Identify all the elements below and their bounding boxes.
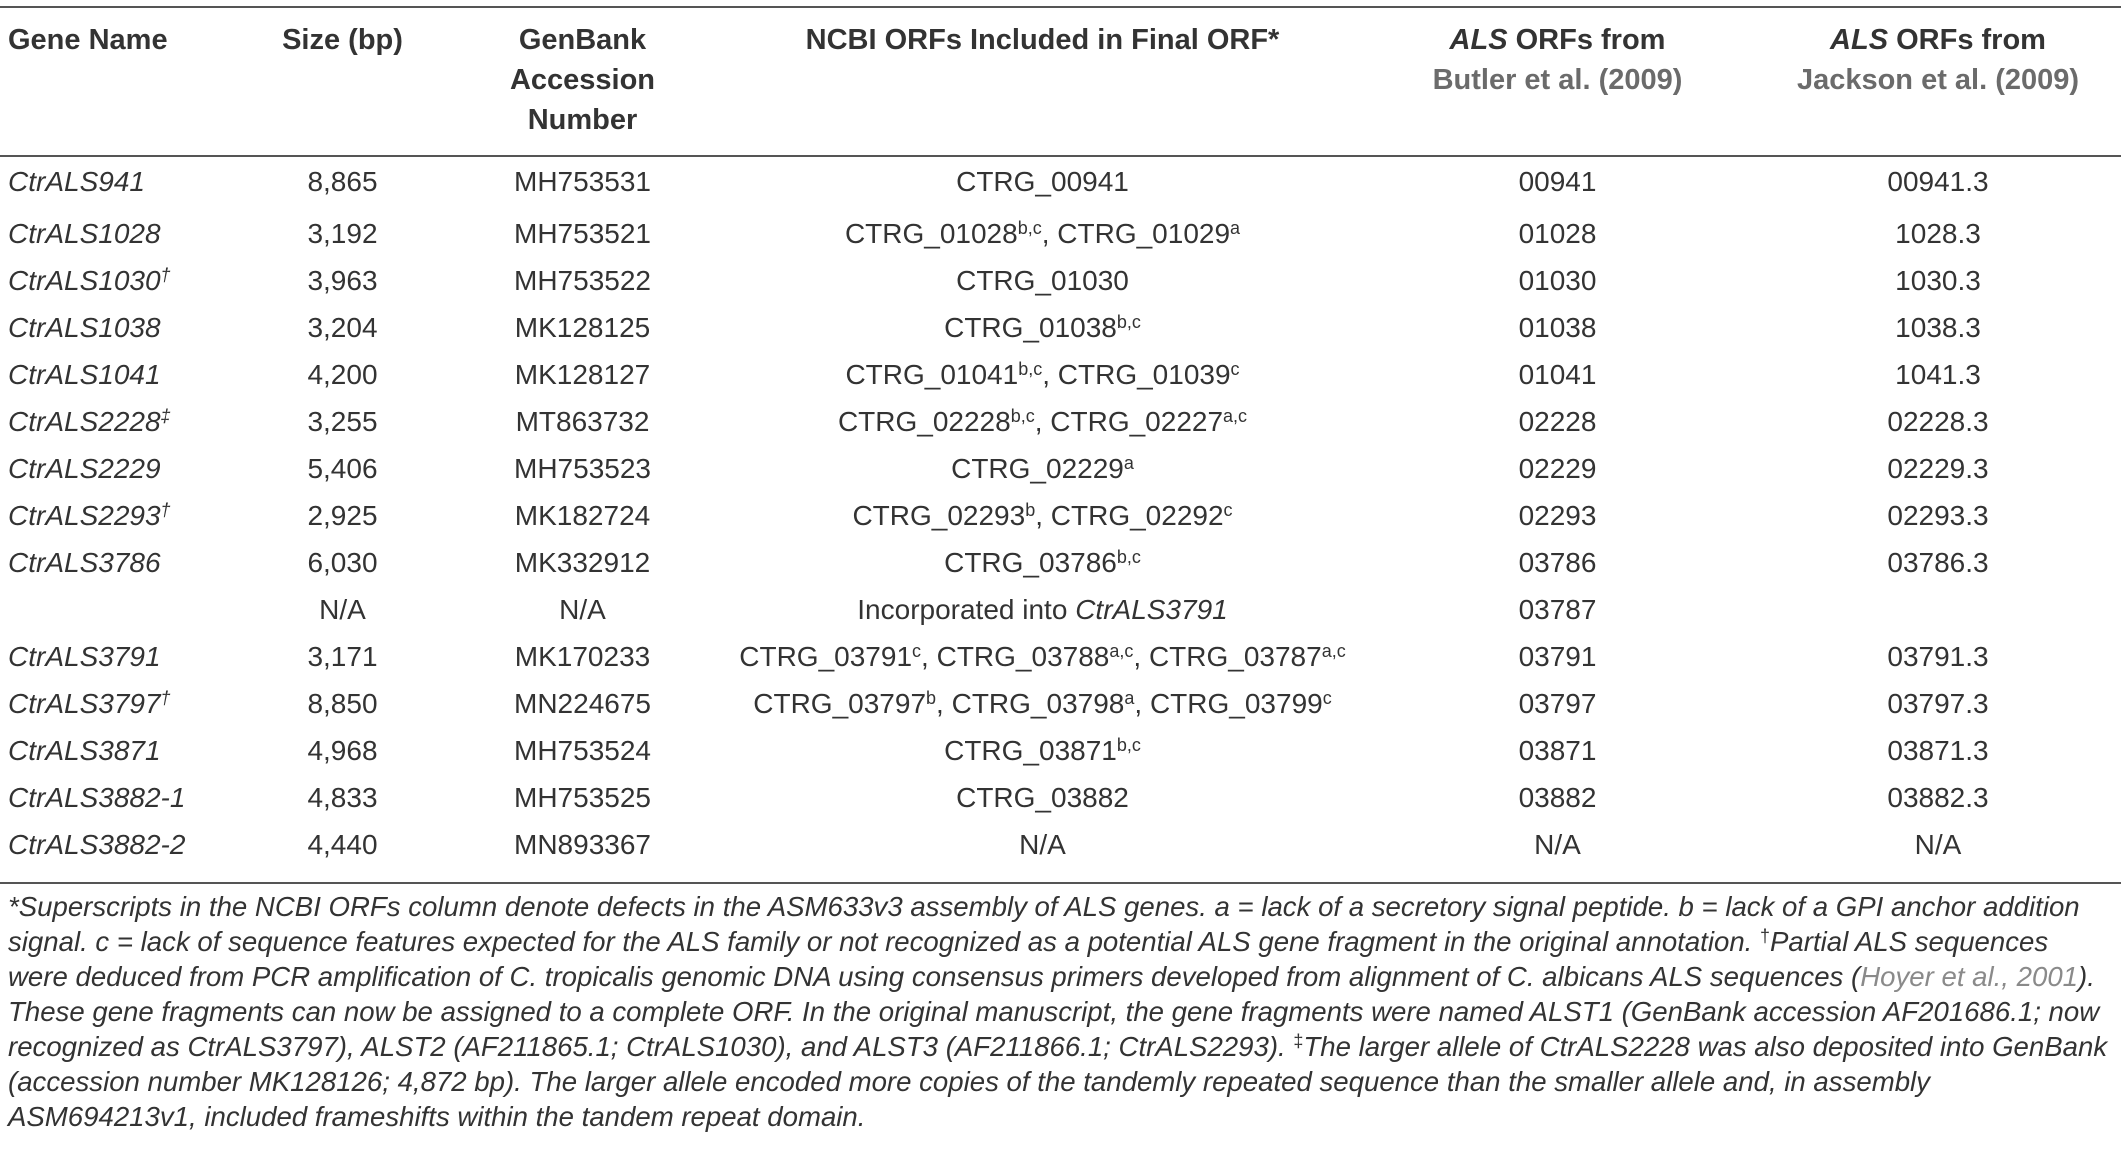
cell-butler-orf: 01028 <box>1518 218 1597 249</box>
cell-gene-name: CtrALS1030† <box>8 265 171 296</box>
ncbi-orf-id: CTRG_03791 <box>739 641 913 672</box>
ncbi-orf-id: CTRG_01030 <box>956 265 1129 296</box>
cell-size: 4,833 <box>307 782 378 813</box>
cell-gene-name: CtrALS1041 <box>8 359 161 390</box>
ncbi-orf-id: CTRG_01038 <box>944 312 1117 343</box>
header-jackson: ALS ORFs from Jackson et al. (2009) <box>1796 24 2080 96</box>
cell-ncbi-orfs: CTRG_02228$^{b,c}$, CTRG_02227$^{a,c}$ <box>837 406 1248 437</box>
ncbi-orf-id: CTRG_03786 <box>944 547 1117 578</box>
defect-superscript: c <box>1223 500 1233 520</box>
ncbi-orf-id: CTRG_02227 <box>1050 406 1224 437</box>
table-row <box>0 304 2121 351</box>
header-butler: ALS ORFs from Butler et al. (2009) <box>1432 24 1683 96</box>
cell-gene-name: CtrALS3882-1 <box>8 782 186 813</box>
cell-size: 3,192 <box>307 218 378 249</box>
cell-jackson-orf: 02293.3 <box>1887 500 1989 531</box>
cell-size: 3,963 <box>307 265 378 296</box>
defect-superscript: a <box>1124 688 1135 708</box>
defect-superscript: a,c <box>1109 641 1134 661</box>
cell-butler-orf: N/A <box>1534 829 1581 860</box>
cell-ncbi-orfs: Incorporated into CtrALS3791 <box>857 594 1228 625</box>
cell-jackson-orf: 02229.3 <box>1887 453 1989 484</box>
table-row <box>0 257 2121 304</box>
header-gene-name: Gene Name <box>8 24 168 56</box>
ncbi-orf-id: CTRG_03882 <box>956 782 1129 813</box>
cell-ncbi-orfs: CTRG_03797$^b$, CTRG_03798$^a$, CTRG_03799$^c$ <box>753 688 1332 719</box>
cell-butler-orf: 01030 <box>1518 265 1597 296</box>
table-header <box>0 8 2121 143</box>
cell-gene-name: CtrALS2293† <box>8 500 171 531</box>
cell-size: 3,171 <box>307 641 378 672</box>
ncbi-orf-id: CTRG_03797 <box>753 688 927 719</box>
header-size: Size (bp) <box>282 24 403 56</box>
cell-genbank-accession: MH753523 <box>514 453 651 484</box>
cell-size: 3,255 <box>307 406 378 437</box>
defect-superscript: b,c <box>1017 218 1042 238</box>
cell-size: 6,030 <box>307 547 378 578</box>
defect-superscript: c <box>912 641 922 661</box>
cell-genbank-accession: MK332912 <box>514 547 651 578</box>
cell-size: 8,865 <box>307 166 378 197</box>
butler-citation: Butler et al. (2009) <box>1432 64 1683 96</box>
ncbi-orf-id: CTRG_02292 <box>1050 500 1224 531</box>
cell-gene-name <box>0 586 245 633</box>
ncbi-orf-id: CTRG_03799 <box>1149 688 1323 719</box>
table-row <box>0 586 2121 633</box>
table-body <box>0 143 2121 868</box>
cell-genbank-accession: MH753525 <box>514 782 651 813</box>
header-ncbi-orfs: NCBI ORFs Included in Final ORF* <box>805 24 1280 56</box>
cell-gene-name: CtrALS2228‡ <box>8 406 171 437</box>
cell-ncbi-orfs: CTRG_03791$^c$, CTRG_03788$^{a,c}$, CTRG_03787$^{a,c}$ <box>739 641 1346 672</box>
cell-jackson-orf: 00941.3 <box>1887 166 1989 197</box>
cell-ncbi-orfs <box>725 143 1360 210</box>
cell-butler-orf: 03797 <box>1518 688 1597 719</box>
header-genbank: GenBank Accession Number <box>509 24 656 136</box>
cell-jackson-orf: 03871.3 <box>1887 735 1989 766</box>
ncbi-orf-id: CTRG_01028 <box>844 218 1018 249</box>
table-row <box>0 351 2121 398</box>
cell-butler-orf: 03787 <box>1518 594 1597 625</box>
table-row <box>0 633 2121 680</box>
cell-genbank-accession: MH753521 <box>514 218 651 249</box>
cell-ncbi-orfs: CTRG_01028$^{b,c}$, CTRG_01029$^a$ <box>844 218 1241 249</box>
cell-gene-name: CtrALS3791 <box>8 641 161 672</box>
ncbi-orf-id: CTRG_03798 <box>951 688 1125 719</box>
cell-jackson-orf: 1038.3 <box>1895 312 1981 343</box>
cell-butler-orf: 01041 <box>1518 359 1597 390</box>
cell-size: 8,850 <box>307 688 378 719</box>
cell-ncbi-orfs <box>725 821 1360 868</box>
cell-genbank-accession: MH753522 <box>514 265 651 296</box>
cell-jackson-orf: 1041.3 <box>1895 359 1981 390</box>
defect-superscript: b,c <box>1116 312 1141 332</box>
defect-superscript: a <box>1123 453 1134 473</box>
cell-gene-name: CtrALS3871 <box>8 735 161 766</box>
cell-genbank-accession: MN224675 <box>514 688 651 719</box>
ncbi-orf-id: CTRG_02229 <box>951 453 1124 484</box>
table-row <box>0 821 2121 868</box>
table-row <box>0 210 2121 257</box>
ncbi-orf-id: CTRG_01041 <box>845 359 1019 390</box>
bottom-rule <box>0 882 2121 884</box>
cell-jackson-orf: 03797.3 <box>1887 688 1989 719</box>
cell-gene-name: CtrALS3797† <box>8 688 171 719</box>
cell-gene-name: CtrALS1038 <box>8 312 161 343</box>
cell-butler-orf: 02293 <box>1518 500 1597 531</box>
header-row <box>0 8 2121 143</box>
cell-size: 4,200 <box>307 359 378 390</box>
cell-butler-orf: 03882 <box>1518 782 1597 813</box>
cell-gene-name: CtrALS3882-2 <box>8 829 186 860</box>
defect-superscript: b,c <box>1010 406 1035 426</box>
ncbi-orf-id: CTRG_03787 <box>1148 641 1322 672</box>
cell-butler-orf: 03871 <box>1518 735 1597 766</box>
defect-superscript: c <box>1322 688 1332 708</box>
cell-size: N/A <box>319 594 366 625</box>
defect-superscript: b,c <box>1116 735 1141 755</box>
ncbi-orf-id: CTRG_02228 <box>837 406 1011 437</box>
defect-superscript: a <box>1230 218 1241 238</box>
table-row <box>0 727 2121 774</box>
cell-jackson-orf: N/A <box>1914 829 1962 860</box>
cell-ncbi-orfs <box>725 445 1360 492</box>
cell-ncbi-orfs <box>725 774 1360 821</box>
cell-size: 4,968 <box>307 735 378 766</box>
cell-size: 3,204 <box>307 312 378 343</box>
cell-gene-name: CtrALS941 <box>8 166 145 197</box>
table-row <box>0 539 2121 586</box>
ncbi-orf-id: CTRG_00941 <box>956 166 1129 197</box>
defect-superscript: a,c <box>1223 406 1248 426</box>
defect-superscript: b <box>926 688 937 708</box>
table-row <box>0 774 2121 821</box>
table-row <box>0 680 2121 727</box>
cell-ncbi-orfs <box>725 304 1360 351</box>
cell-size: 5,406 <box>307 453 378 484</box>
cell-ncbi-orfs: CTRG_01041$^{b,c}$, CTRG_01039$^c$ <box>845 359 1240 390</box>
ncbi-orf-id: CTRG_03871 <box>944 735 1117 766</box>
cell-size: 2,925 <box>307 500 378 531</box>
footnote-citation-link[interactable]: Hoyer et al., 2001 <box>1860 961 2079 992</box>
als-gene-table <box>0 8 2121 868</box>
defect-superscript: b,c <box>1018 359 1043 379</box>
table-row <box>0 445 2121 492</box>
cell-ncbi-orfs <box>725 539 1360 586</box>
cell-butler-orf: 02229 <box>1518 453 1597 484</box>
ncbi-orf-id: CTRG_02293 <box>852 500 1026 531</box>
ncbi-orf-id: CTRG_03788 <box>936 641 1110 672</box>
jackson-citation: Jackson et al. (2009) <box>1796 64 2080 96</box>
cell-jackson-orf: 03786.3 <box>1887 547 1989 578</box>
cell-butler-orf: 01038 <box>1518 312 1597 343</box>
cell-genbank-accession: MK170233 <box>514 641 651 672</box>
cell-genbank-accession: MT863732 <box>515 406 650 437</box>
cell-genbank-accession: MK182724 <box>514 500 651 531</box>
cell-genbank-accession: MK128127 <box>514 359 651 390</box>
table-row <box>0 143 2121 210</box>
table-row <box>0 492 2121 539</box>
cell-jackson-orf <box>1755 586 2121 633</box>
ncbi-orf-id: N/A <box>1019 829 1066 860</box>
cell-jackson-orf: 1030.3 <box>1895 265 1981 296</box>
defect-superscript: a,c <box>1321 641 1346 661</box>
cell-gene-name: CtrALS1028 <box>8 218 161 249</box>
cell-butler-orf: 00941 <box>1518 166 1597 197</box>
defect-superscript: b,c <box>1116 547 1141 567</box>
cell-jackson-orf: 02228.3 <box>1887 406 1989 437</box>
ncbi-orf-id: CTRG_01039 <box>1057 359 1231 390</box>
cell-gene-name: CtrALS3786 <box>8 547 161 578</box>
table-footnote: *Superscripts in the NCBI ORFs column denote defects in the ASM633v3 assembly of ALS genes. a = lack of a secretory signal peptide. b = lack of a GPI anchor addition signal. c = lack of sequence features expected for the ALS family or not recognized as a potential ALS gene fragment in the original annotation. †Partial ALS sequences were deduced from PCR amplification of C. tropicalis genomic DNA using consensus primers developed from alignment of C. albicans ALS sequences (Hoyer et al., 2001). These gene fragments can now be assigned to a complete ORF. In the original manuscript, the gene fragments were named ALST1 (GenBank accession AF201686.1; now recognized as CtrALS3797), ALST2 (AF211865.1; CtrALS1030), and ALST3 (AF211866.1; CtrALS2293). ‡The larger allele of CtrALS2228 was also deposited into GenBank (accession number MK128126; 4,872 bp). The larger allele encoded more copies of the tandemly repeated sequence than the smaller allele and, in assembly ASM694213v1, included frameshifts within the tandem repeat domain. <box>8 891 2108 1132</box>
defect-superscript: b <box>1025 500 1036 520</box>
cell-genbank-accession: N/A <box>559 594 606 625</box>
cell-size: 4,440 <box>307 829 378 860</box>
cell-ncbi-orfs <box>725 727 1360 774</box>
cell-jackson-orf: 1028.3 <box>1895 218 1981 249</box>
table-row <box>0 398 2121 445</box>
cell-jackson-orf: 03882.3 <box>1887 782 1989 813</box>
cell-butler-orf: 02228 <box>1518 406 1597 437</box>
ncbi-orf-id: CTRG_01029 <box>1057 218 1231 249</box>
cell-genbank-accession: MN893367 <box>514 829 651 860</box>
cell-butler-orf: 03791 <box>1518 641 1597 672</box>
cell-ncbi-orfs: CTRG_02293$^b$, CTRG_02292$^c$ <box>852 500 1233 531</box>
cell-genbank-accession: MK128125 <box>514 312 651 343</box>
cell-gene-name: CtrALS2229 <box>8 453 161 484</box>
cell-butler-orf: 03786 <box>1518 547 1597 578</box>
cell-genbank-accession: MH753524 <box>514 735 651 766</box>
cell-ncbi-orfs <box>725 257 1360 304</box>
defect-superscript: c <box>1230 359 1240 379</box>
cell-genbank-accession: MH753531 <box>514 166 651 197</box>
cell-jackson-orf: 03791.3 <box>1887 641 1989 672</box>
